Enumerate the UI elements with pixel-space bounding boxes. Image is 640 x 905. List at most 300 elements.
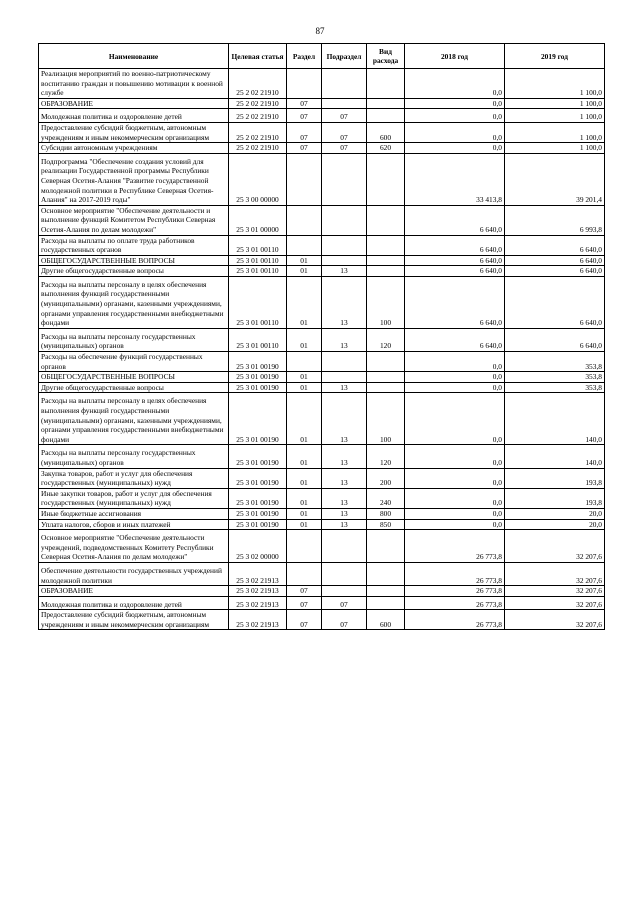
row-target-article-text: 25 3 02 21913: [236, 575, 279, 585]
row-amount-2018: [405, 255, 505, 266]
table-row: [39, 255, 605, 266]
row-subsection: [322, 530, 367, 563]
row-section-text: 01: [300, 508, 308, 518]
row-expense-type: [367, 393, 405, 445]
row-amount-2018: [405, 352, 505, 372]
table-row: [39, 153, 605, 205]
row-subsection: [322, 143, 367, 154]
row-target-article-text: 25 3 01 00190: [236, 434, 279, 444]
row-target-article: [229, 276, 287, 328]
row-subsection-text: 13: [340, 341, 348, 351]
header-target-article: Целевая статья: [229, 44, 287, 69]
header-year-2018: 2018 год: [405, 44, 505, 69]
page-number: 87: [315, 26, 325, 36]
header-expense-type: Вид расхода: [367, 44, 405, 69]
row-target-article: [229, 562, 287, 585]
row-amount-2019-text: 1 100,0: [579, 112, 602, 122]
row-expense-type-text: 620: [379, 143, 392, 153]
row-name: [39, 69, 229, 99]
table-row: [39, 328, 605, 351]
row-amount-2019: [505, 393, 605, 445]
row-amount-2019-text: 6 640,0: [579, 266, 602, 276]
row-amount-2019-text: 32 207,6: [576, 552, 602, 562]
row-target-article: [229, 445, 287, 468]
row-target-article: [229, 519, 287, 530]
row-amount-2019: [505, 562, 605, 585]
row-subsection: [322, 382, 367, 393]
row-subsection-text: 13: [340, 508, 348, 518]
row-subsection: [322, 276, 367, 328]
table-row: [39, 143, 605, 154]
row-subsection: [322, 98, 367, 109]
row-subsection: [322, 328, 367, 351]
row-amount-2019-text: 140,0: [585, 457, 602, 467]
row-expense-type-text: 120: [379, 341, 392, 351]
row-name: [39, 508, 229, 519]
row-target-article: [229, 393, 287, 445]
row-target-article: [229, 266, 287, 277]
row-amount-2019-text: 32 207,6: [576, 619, 602, 629]
row-amount-2019-text: 353,8: [585, 372, 602, 382]
row-expense-type: [367, 153, 405, 205]
row-section: [287, 562, 322, 585]
row-name-text: Другие общегосударственные вопросы: [41, 266, 164, 276]
row-name: [39, 205, 229, 235]
row-section: [287, 445, 322, 468]
table-row: [39, 352, 605, 372]
row-target-article: [229, 153, 287, 205]
row-name: [39, 562, 229, 585]
table-row: [39, 519, 605, 530]
row-amount-2019: [505, 109, 605, 123]
row-target-article-text: 25 3 01 00110: [236, 318, 279, 328]
row-target-article: [229, 508, 287, 519]
row-amount-2018-text: 26 773,8: [476, 599, 502, 609]
row-subsection-text: 13: [340, 434, 348, 444]
row-target-article: [229, 586, 287, 597]
row-target-article: [229, 143, 287, 154]
row-target-article-text: 25 3 01 00190: [236, 361, 279, 371]
row-target-article: [229, 372, 287, 383]
row-name-text: Основное мероприятие "Обеспечение деятельности учреждений, подведомственных Комитету Республики Северная Осетия-Алания по делам молодежи": [41, 533, 214, 562]
row-expense-type: [367, 98, 405, 109]
row-section-text: 01: [300, 372, 308, 382]
row-expense-type: [367, 586, 405, 597]
row-section: [287, 109, 322, 123]
table-row: [39, 122, 605, 142]
row-amount-2018: [405, 586, 505, 597]
row-subsection: [322, 205, 367, 235]
row-amount-2018-text: 0,0: [492, 382, 502, 392]
row-amount-2019: [505, 266, 605, 277]
row-amount-2019: [505, 153, 605, 205]
row-section-text: 07: [300, 112, 308, 122]
table-row: [39, 276, 605, 328]
row-amount-2018: [405, 508, 505, 519]
row-section: [287, 153, 322, 205]
row-target-article: [229, 610, 287, 630]
row-expense-type-text: 850: [379, 519, 392, 529]
row-target-article-text: 25 3 02 21913: [236, 619, 279, 629]
row-amount-2018: [405, 276, 505, 328]
row-name-text: Уплата налогов, сборов и иных платежей: [41, 519, 171, 529]
row-amount-2019: [505, 328, 605, 351]
row-subsection: [322, 372, 367, 383]
row-name-text: Иные закупки товаров, работ и услуг для обеспечения государственных (муниципальных) нужд: [41, 488, 212, 508]
row-target-article: [229, 109, 287, 123]
row-section: [287, 610, 322, 630]
row-amount-2019: [505, 372, 605, 383]
row-target-article: [229, 235, 287, 255]
row-section-text: 07: [300, 599, 308, 609]
row-section-text: 07: [300, 619, 308, 629]
table-row: [39, 69, 605, 99]
row-amount-2018: [405, 98, 505, 109]
row-amount-2018-text: 6 640,0: [479, 224, 502, 234]
row-subsection-text: 13: [340, 382, 348, 392]
row-expense-type: [367, 562, 405, 585]
row-amount-2018: [405, 468, 505, 488]
row-amount-2019: [505, 468, 605, 488]
row-amount-2019-text: 353,8: [585, 382, 602, 392]
row-subsection: [322, 468, 367, 488]
row-expense-type-text: 800: [379, 508, 392, 518]
row-amount-2018-text: 0,0: [492, 88, 502, 98]
row-amount-2018-text: 0,0: [492, 98, 502, 108]
row-amount-2019-text: 193,8: [585, 498, 602, 508]
row-expense-type: [367, 143, 405, 154]
row-amount-2018: [405, 205, 505, 235]
row-amount-2019: [505, 276, 605, 328]
row-subsection: [322, 393, 367, 445]
row-name-text: Расходы на выплаты по оплате труда работников государственных органов: [41, 235, 195, 255]
row-name: [39, 143, 229, 154]
row-amount-2019-text: 6 993,8: [579, 224, 602, 234]
table-row: [39, 468, 605, 488]
row-subsection: [322, 153, 367, 205]
row-section-text: 01: [300, 498, 308, 508]
row-amount-2018-text: 0,0: [492, 508, 502, 518]
row-target-article-text: 25 3 01 00110: [236, 245, 279, 255]
row-name: [39, 98, 229, 109]
row-subsection: [322, 596, 367, 610]
row-amount-2018: [405, 382, 505, 393]
row-amount-2019: [505, 586, 605, 597]
row-subsection: [322, 235, 367, 255]
row-amount-2018: [405, 266, 505, 277]
row-amount-2018: [405, 153, 505, 205]
row-section: [287, 69, 322, 99]
row-section-text: 01: [300, 519, 308, 529]
row-name-text: Расходы на обеспечение функций государственных органов: [41, 352, 203, 371]
row-name: [39, 519, 229, 530]
row-expense-type: [367, 69, 405, 99]
row-subsection-text: 13: [340, 318, 348, 328]
table-row: [39, 562, 605, 585]
table-row: [39, 98, 605, 109]
row-amount-2018-text: 0,0: [492, 519, 502, 529]
row-section-text: 07: [300, 132, 308, 142]
row-amount-2019-text: 32 207,6: [576, 586, 602, 596]
row-section: [287, 255, 322, 266]
row-target-article: [229, 328, 287, 351]
row-name-text: Реализация мероприятий по военно-патриотическому воспитанию граждан и повышению мотивации к военной службе: [41, 69, 223, 98]
row-amount-2019-text: 1 100,0: [579, 132, 602, 142]
row-target-article-text: 25 3 01 00110: [236, 341, 279, 351]
row-section: [287, 98, 322, 109]
row-amount-2019-text: 140,0: [585, 434, 602, 444]
row-target-article-text: 25 3 01 00190: [236, 478, 279, 488]
row-expense-type: [367, 205, 405, 235]
row-amount-2018: [405, 610, 505, 630]
row-section: [287, 393, 322, 445]
row-target-article: [229, 596, 287, 610]
row-amount-2018: [405, 69, 505, 99]
row-target-article-text: 25 2 02 21910: [236, 112, 279, 122]
row-section: [287, 328, 322, 351]
row-name: [39, 445, 229, 468]
row-section-text: 01: [300, 341, 308, 351]
row-expense-type: [367, 610, 405, 630]
row-expense-type: [367, 255, 405, 266]
row-amount-2018-text: 0,0: [492, 112, 502, 122]
row-section-text: 07: [300, 143, 308, 153]
row-target-article: [229, 352, 287, 372]
row-amount-2018-text: 0,0: [492, 498, 502, 508]
row-subsection: [322, 109, 367, 123]
table-row: [39, 610, 605, 630]
row-target-article-text: 25 3 01 00190: [236, 457, 279, 467]
row-name: [39, 266, 229, 277]
row-section: [287, 276, 322, 328]
row-target-article-text: 25 2 02 21910: [236, 143, 279, 153]
row-expense-type: [367, 122, 405, 142]
row-subsection: [322, 562, 367, 585]
table-row: [39, 596, 605, 610]
row-amount-2018: [405, 530, 505, 563]
row-subsection: [322, 508, 367, 519]
row-name-text: Обеспечение деятельности государственных учреждений молодежной политики: [41, 565, 222, 585]
row-amount-2019: [505, 352, 605, 372]
row-amount-2019: [505, 610, 605, 630]
row-target-article: [229, 98, 287, 109]
table-row: [39, 586, 605, 597]
row-amount-2019-text: 6 640,0: [579, 255, 602, 265]
row-expense-type: [367, 508, 405, 519]
row-section: [287, 352, 322, 372]
row-amount-2019: [505, 69, 605, 99]
row-subsection-text: 13: [340, 266, 348, 276]
row-section-text: 01: [300, 318, 308, 328]
row-subsection: [322, 255, 367, 266]
row-amount-2018: [405, 328, 505, 351]
row-expense-type: [367, 276, 405, 328]
row-amount-2019-text: 1 100,0: [579, 143, 602, 153]
row-amount-2019: [505, 98, 605, 109]
row-amount-2019: [505, 205, 605, 235]
table-body: [39, 69, 605, 630]
row-name: [39, 382, 229, 393]
header-name: Наименование: [39, 44, 229, 69]
row-name-text: Субсидии автономным учреждениям: [41, 143, 158, 153]
row-expense-type-text: 600: [379, 132, 392, 142]
row-target-article-text: 25 3 01 00190: [236, 508, 279, 518]
row-expense-type: [367, 445, 405, 468]
row-section: [287, 596, 322, 610]
row-name-text: Расходы на выплаты персоналу в целях обеспечения выполнения функций государственными (муниципальными) органами, казенными учреждениями, органами управления государственными внебюджетными фондами: [41, 279, 224, 328]
row-amount-2018-text: 0,0: [492, 457, 502, 467]
row-name-text: ОБЩЕГОСУДАРСТВЕННЫЕ ВОПРОСЫ: [41, 255, 175, 265]
row-subsection-text: 13: [340, 457, 348, 467]
row-amount-2019-text: 1 100,0: [579, 88, 602, 98]
row-expense-type-text: 100: [379, 434, 392, 444]
row-amount-2019: [505, 519, 605, 530]
row-name: [39, 468, 229, 488]
row-target-article-text: 25 3 02 00000: [236, 552, 279, 562]
row-amount-2018-text: 26 773,8: [476, 619, 502, 629]
table-row: [39, 205, 605, 235]
row-target-article: [229, 468, 287, 488]
row-name-text: ОБРАЗОВАНИЕ: [41, 586, 93, 596]
row-amount-2019: [505, 445, 605, 468]
row-expense-type-text: 120: [379, 457, 392, 467]
header-section: Раздел: [287, 44, 322, 69]
row-expense-type: [367, 372, 405, 383]
header-subsection: Подраздел: [322, 44, 367, 69]
row-expense-type: [367, 530, 405, 563]
row-section: [287, 586, 322, 597]
row-name: [39, 596, 229, 610]
table-row: [39, 235, 605, 255]
row-amount-2018-text: 33 413,8: [476, 195, 502, 205]
row-amount-2019-text: 6 640,0: [579, 245, 602, 255]
row-name-text: ОБЩЕГОСУДАРСТВЕННЫЕ ВОПРОСЫ: [41, 372, 175, 382]
row-amount-2018-text: 26 773,8: [476, 586, 502, 596]
row-amount-2018: [405, 445, 505, 468]
row-subsection: [322, 352, 367, 372]
table-header-row: [39, 44, 605, 69]
row-amount-2018-text: 6 640,0: [479, 318, 502, 328]
row-section: [287, 530, 322, 563]
row-section-text: 01: [300, 266, 308, 276]
table-row: [39, 393, 605, 445]
row-expense-type: [367, 328, 405, 351]
row-target-article: [229, 122, 287, 142]
row-target-article: [229, 382, 287, 393]
row-target-article-text: 25 3 01 00190: [236, 372, 279, 382]
row-amount-2019: [505, 235, 605, 255]
row-section-text: 01: [300, 382, 308, 392]
table-row: [39, 530, 605, 563]
row-target-article: [229, 488, 287, 508]
row-section: [287, 143, 322, 154]
table-row: [39, 488, 605, 508]
row-amount-2019-text: 20,0: [589, 508, 602, 518]
row-name: [39, 530, 229, 563]
row-section: [287, 468, 322, 488]
row-target-article-text: 25 3 01 00190: [236, 382, 279, 392]
row-name: [39, 109, 229, 123]
row-target-article-text: 25 3 01 00110: [236, 266, 279, 276]
row-name: [39, 255, 229, 266]
row-subsection: [322, 586, 367, 597]
row-name-text: Расходы на выплаты персоналу государственных (муниципальных) органов: [41, 331, 196, 351]
row-name: [39, 235, 229, 255]
row-target-article-text: 25 3 02 21913: [236, 586, 279, 596]
table-row: [39, 445, 605, 468]
row-amount-2018: [405, 519, 505, 530]
row-name: [39, 372, 229, 383]
row-amount-2019-text: 6 640,0: [579, 341, 602, 351]
row-expense-type-text: 600: [379, 619, 392, 629]
row-name-text: Предоставление субсидий бюджетным, автономным учреждениям и иным некоммерческим организациям: [41, 122, 210, 142]
row-amount-2018: [405, 562, 505, 585]
row-expense-type: [367, 109, 405, 123]
row-section: [287, 122, 322, 142]
row-name-text: Другие общегосударственные вопросы: [41, 382, 164, 392]
row-subsection-text: 07: [340, 143, 348, 153]
row-subsection-text: 13: [340, 478, 348, 488]
row-target-article-text: 25 3 01 00110: [236, 255, 279, 265]
row-name: [39, 276, 229, 328]
row-expense-type: [367, 596, 405, 610]
row-name: [39, 586, 229, 597]
row-name-text: Основное мероприятие "Обеспечение деятельности и выполнение функций Комитетом Республики Северная Осетия-Алания по делам молодежи": [41, 205, 216, 234]
row-amount-2018: [405, 122, 505, 142]
row-subsection: [322, 519, 367, 530]
row-section-text: 07: [300, 98, 308, 108]
row-amount-2018-text: 0,0: [492, 132, 502, 142]
row-name-text: Молодежная политика и оздоровление детей: [41, 112, 182, 122]
row-subsection: [322, 488, 367, 508]
row-amount-2019-text: 193,8: [585, 478, 602, 488]
row-amount-2018-text: 0,0: [492, 434, 502, 444]
row-name: [39, 610, 229, 630]
row-amount-2018: [405, 393, 505, 445]
row-name: [39, 393, 229, 445]
row-name-text: Расходы на выплаты персоналу в целях обеспечения выполнения функций государственными (муниципальными) органами, казенными учреждениями, органами управления государственными внебюджетными фондами: [41, 396, 224, 444]
row-name-text: Закупка товаров, работ и услуг для обеспечения государственных (муниципальных) нужд: [41, 468, 193, 488]
row-section-text: 01: [300, 255, 308, 265]
row-section: [287, 508, 322, 519]
row-subsection: [322, 69, 367, 99]
row-amount-2018-text: 6 640,0: [479, 341, 502, 351]
table-row: [39, 109, 605, 123]
row-amount-2019: [505, 530, 605, 563]
row-amount-2018-text: 6 640,0: [479, 266, 502, 276]
row-expense-type: [367, 266, 405, 277]
row-amount-2018: [405, 372, 505, 383]
row-target-article-text: 25 3 00 00000: [236, 195, 279, 205]
row-name: [39, 352, 229, 372]
row-amount-2018: [405, 109, 505, 123]
row-name: [39, 122, 229, 142]
budget-table: [38, 43, 605, 630]
row-amount-2018-text: 0,0: [492, 143, 502, 153]
row-section: [287, 372, 322, 383]
row-expense-type-text: 100: [379, 318, 392, 328]
row-amount-2019-text: 6 640,0: [579, 318, 602, 328]
table-row: [39, 372, 605, 383]
row-section: [287, 266, 322, 277]
row-amount-2018: [405, 596, 505, 610]
row-section-text: 01: [300, 457, 308, 467]
row-expense-type: [367, 382, 405, 393]
row-target-article: [229, 255, 287, 266]
row-expense-type-text: 200: [379, 478, 392, 488]
row-name-text: Молодежная политика и оздоровление детей: [41, 599, 182, 609]
row-amount-2019: [505, 488, 605, 508]
